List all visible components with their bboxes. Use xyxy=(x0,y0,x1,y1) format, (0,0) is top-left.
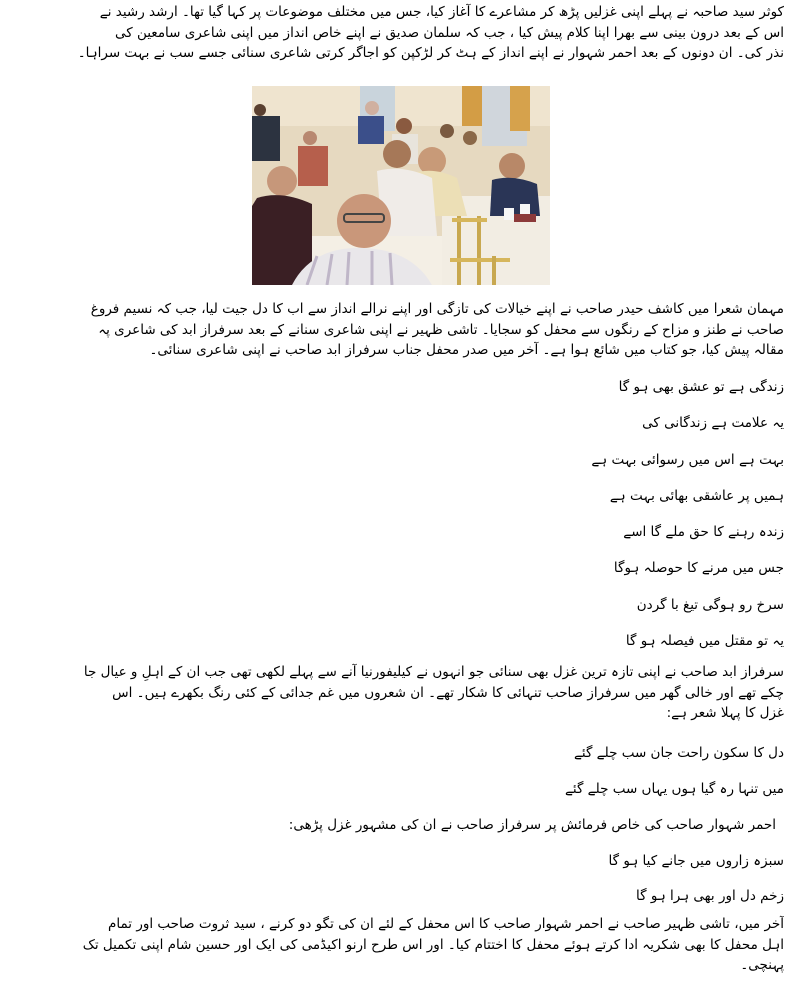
poem-line: سبزہ زاروں میں جانے کیا ہو گا xyxy=(608,853,784,869)
text-line: آخر میں، تاشی ظہیر صاحب نے احمر شہوار صاحب کا اس محفل کے لئے ان کی تگو دو کرنے ، سید ثروت صاحب اور تمام xyxy=(108,916,784,932)
text-line: مہمان شعرا میں کاشف حیدر صاحب نے اپنے خیالات کی تازگی اور اپنے نرالے انداز سے اب کا دل جیت لیا، جب کہ نسیم فروغ xyxy=(90,301,784,317)
text-line: چکے تھے اور خالی گھر میں سرفراز صاحب تنہائی کا شکار تھے۔ ان شعروں میں غم جدائی کے کئی رنگ بکھرے ہیں۔ اس xyxy=(112,684,784,701)
poem-line: جس میں مرنے کا حوصلہ ہوگا xyxy=(613,560,784,576)
poem-line: سرخ رو ہوگی تیغ با گردن xyxy=(636,597,784,613)
text-line: کوثر سید صاحبہ نے پہلے اپنی غزلیں پڑھ کر مشاعرے کا آغاز کیا، جس میں مختلف موضوعات پر کہا گیا تھا۔ ارشد رشید نے xyxy=(99,4,784,20)
poem-line: زخم دل اور بھی ہرا ہو گا xyxy=(636,888,784,904)
paragraph-latest-ghazal xyxy=(12,662,784,724)
poem-line: یہ تو مقتل میں فیصلہ ہو گا xyxy=(625,633,784,649)
text-line: صاحب نے طنز و مزاح کے رنگوں سے محفل کو سجایا۔ تاشی ظہیر نے اپنی شاعری سنانے کے بعد سرفراز ابد کی شاعری پہ xyxy=(98,321,784,338)
poem-line: دل کا سکون راحت جان سب چلے گئے xyxy=(573,745,784,761)
paragraph-intro xyxy=(12,2,784,64)
poem-line: یہ علامت ہے زندگانی کی xyxy=(642,415,784,431)
text-line: غزل کا پہلا شعر ہے: xyxy=(666,705,784,721)
text-line: سرفراز ابد صاحب نے اپنی تازہ ترین غزل بھی سنائی جو انہوں نے کیلیفورنیا آنے سے پہلے لکھی تھی جب ان کے اہلِ و عیال جا xyxy=(83,664,784,680)
event-photo xyxy=(252,86,550,285)
text-line: نذر کی۔ ان دونوں کے بعد احمر شہوار نے اپنے انداز کے ہٹ کر لڑکپن کو اجاگر کرتی شاعری سنائی جسے سب نے بہت سراہا۔ xyxy=(77,45,784,61)
paragraph-special-request: احمر شہوار صاحب کی خاص فرمائش پر سرفراز صاحب نے ان کی مشہور غزل پڑھی: xyxy=(288,817,776,833)
text-line: اس کے بعد درون بینی سے بھرا اپنا کلام پیش کیا ، جب کہ سلمان صدیق نے اپنے خاص انداز میں اپنی شاعری سامعین کی xyxy=(114,24,784,41)
paragraph-guest-poets xyxy=(12,299,784,361)
text-line: مقالہ پیش کیا، جو کتاب میں شائع ہوا ہے۔ آخر میں صدر محفل جناب سرفراز ابد صاحب نے اپنی شاعری سنائی۔ xyxy=(149,342,784,358)
poem-line: میں تنہا رہ گیا ہوں یہاں سب چلے گئے xyxy=(564,781,784,797)
text-line: پہنچی۔ xyxy=(740,957,784,973)
poem-line: ہمیں پر عاشقی بھائی بہت ہے xyxy=(609,488,784,504)
poem-line: زندہ رہنے کا حق ملے گا اسے xyxy=(623,524,784,540)
audience-photo-illustration xyxy=(252,86,550,285)
poem-line: زندگی ہے تو عشق بھی ہو گا xyxy=(618,379,784,395)
paragraph-closing xyxy=(12,914,784,976)
poem-line: بہت ہے اس میں رسوائی بہت ہے xyxy=(591,452,784,468)
text-line: اہل محفل کا بھی شکریہ ادا کرتے ہوئے محفل کا اختتام کیا۔ اور اس طرح ارنو اکیڈمی کی ایک اور حسین شام اپنی تکمیل تک xyxy=(82,936,784,953)
